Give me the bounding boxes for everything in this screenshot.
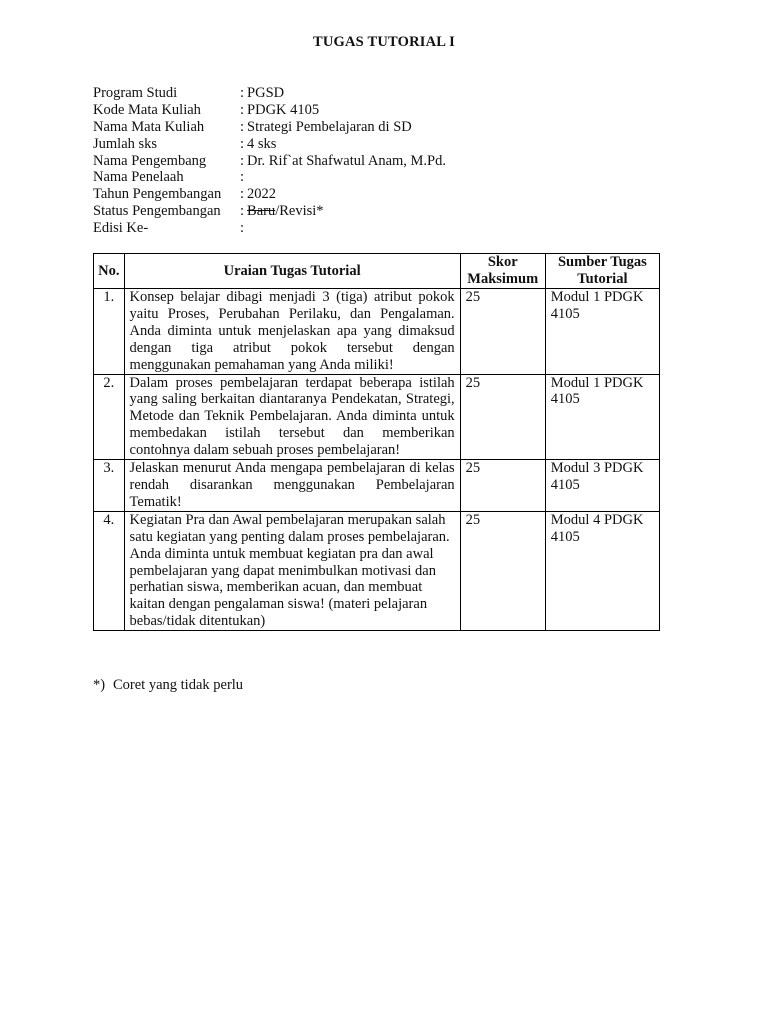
meta-separator: : [240, 85, 245, 101]
meta-label: Status Pengembangan [93, 203, 221, 220]
header-source: Sumber Tugas Tutorial [545, 254, 659, 289]
meta-value: 2022 [247, 186, 277, 203]
header-no: No. [94, 254, 125, 289]
task-description: Dalam proses pembelajaran terdapat beberapa istilah yang saling berkaitan diantaranya Pendekatan, Strategi, Metode dan Teknik Pembelajaran. Anda diminta untuk membedakan istilah tersebut dan memberikan contohnya dalam sebuah proses pembelajaran! [124, 374, 460, 460]
header-max-score: Skor Maksimum [460, 254, 545, 289]
meta-row-edisi-ke [93, 220, 446, 237]
meta-label: Program Studi [93, 85, 178, 101]
meta-row-tahun-pengembangan [93, 186, 446, 203]
meta-row-nama-mata-kuliah [93, 119, 446, 136]
task-description: Jelaskan menurut Anda mengapa pembelajaran di kelas rendah disarankan menggunakan Pembelajaran Tematik! [124, 460, 460, 512]
task-score: 25 [460, 374, 545, 460]
table-row [94, 460, 660, 512]
meta-separator: : [240, 118, 245, 135]
course-info [93, 85, 446, 237]
header-description: Uraian Tugas Tutorial [124, 254, 460, 289]
meta-value: Strategi Pembelajaran di SD [247, 118, 412, 135]
table-row [94, 511, 660, 630]
task-score: 25 [460, 289, 545, 375]
struck-option: Baru [247, 203, 276, 220]
meta-row-program-studi [93, 85, 446, 102]
meta-value [247, 203, 324, 220]
meta-row-jumlah-sks [93, 136, 446, 153]
meta-separator: : [240, 220, 245, 237]
task-source: Modul 1 PDGK 4105 [545, 289, 659, 375]
task-source: Modul 1 PDGK 4105 [545, 374, 659, 460]
meta-value: PGSD [247, 85, 285, 101]
row-number: 2. [94, 374, 125, 460]
meta-separator: : [240, 135, 245, 152]
meta-label: Kode Mata Kuliah [93, 101, 201, 118]
meta-separator: : [240, 169, 245, 186]
meta-separator: : [240, 186, 245, 203]
footnote-text: Coret yang tidak perlu [113, 677, 244, 693]
meta-value: 4 sks [247, 135, 277, 152]
meta-value: Dr. Rif`at Shafwatul Anam, M.Pd. [247, 152, 446, 169]
table-row [94, 289, 660, 375]
meta-separator: : [240, 101, 245, 118]
meta-label: Jumlah sks [93, 135, 158, 152]
task-description: Kegiatan Pra dan Awal pembelajaran merupakan salah satu kegiatan yang penting dalam proses pembelajaran. Anda diminta untuk membuat kegiatan pra dan awal pembelajaran yang dapat menimbulkan motivasi dan perhatian siswa, memberikan acuan, dan membuat kaitan dengan pengalaman siswa! (materi pelajaran bebas/tidak ditentukan) [124, 511, 460, 630]
table-header-row [94, 254, 660, 289]
task-score: 25 [460, 511, 545, 630]
meta-label: Tahun Pengembangan [93, 186, 222, 203]
task-source: Modul 3 PDGK 4105 [545, 460, 659, 512]
document-title: TUGAS TUTORIAL I [312, 34, 456, 50]
task-source: Modul 4 PDGK 4105 [545, 511, 659, 630]
meta-label: Nama Pengembang [93, 152, 207, 169]
meta-label: Edisi Ke- [93, 220, 149, 237]
meta-label: Nama Penelaah [93, 169, 184, 186]
meta-value: PDGK 4105 [247, 101, 320, 118]
meta-separator: : [240, 203, 245, 220]
row-number: 3. [94, 460, 125, 512]
meta-row-nama-penelaah [93, 169, 446, 186]
row-number: 1. [94, 289, 125, 375]
footnote [93, 677, 243, 694]
meta-row-nama-pengembang [93, 153, 446, 170]
task-table [93, 253, 660, 631]
task-description: Konsep belajar dibagi menjadi 3 (tiga) atribut pokok yaitu Proses, Perubahan Perilaku, dan Pengalaman. Anda diminta untuk menjelaskan apa yang dimaksud dengan tiga atribut pokok tersebut dengan menggunakan pemahaman yang Anda miliki! [124, 289, 460, 375]
table-row [94, 374, 660, 460]
row-number: 4. [94, 511, 125, 630]
meta-row-status-pengembangan [93, 203, 446, 220]
meta-label: Nama Mata Kuliah [93, 118, 205, 135]
meta-row-kode-mata-kuliah [93, 102, 446, 119]
footnote-mark: *) [93, 677, 106, 693]
remaining-option: /Revisi* [275, 203, 324, 220]
meta-separator: : [240, 152, 245, 169]
task-score: 25 [460, 460, 545, 512]
